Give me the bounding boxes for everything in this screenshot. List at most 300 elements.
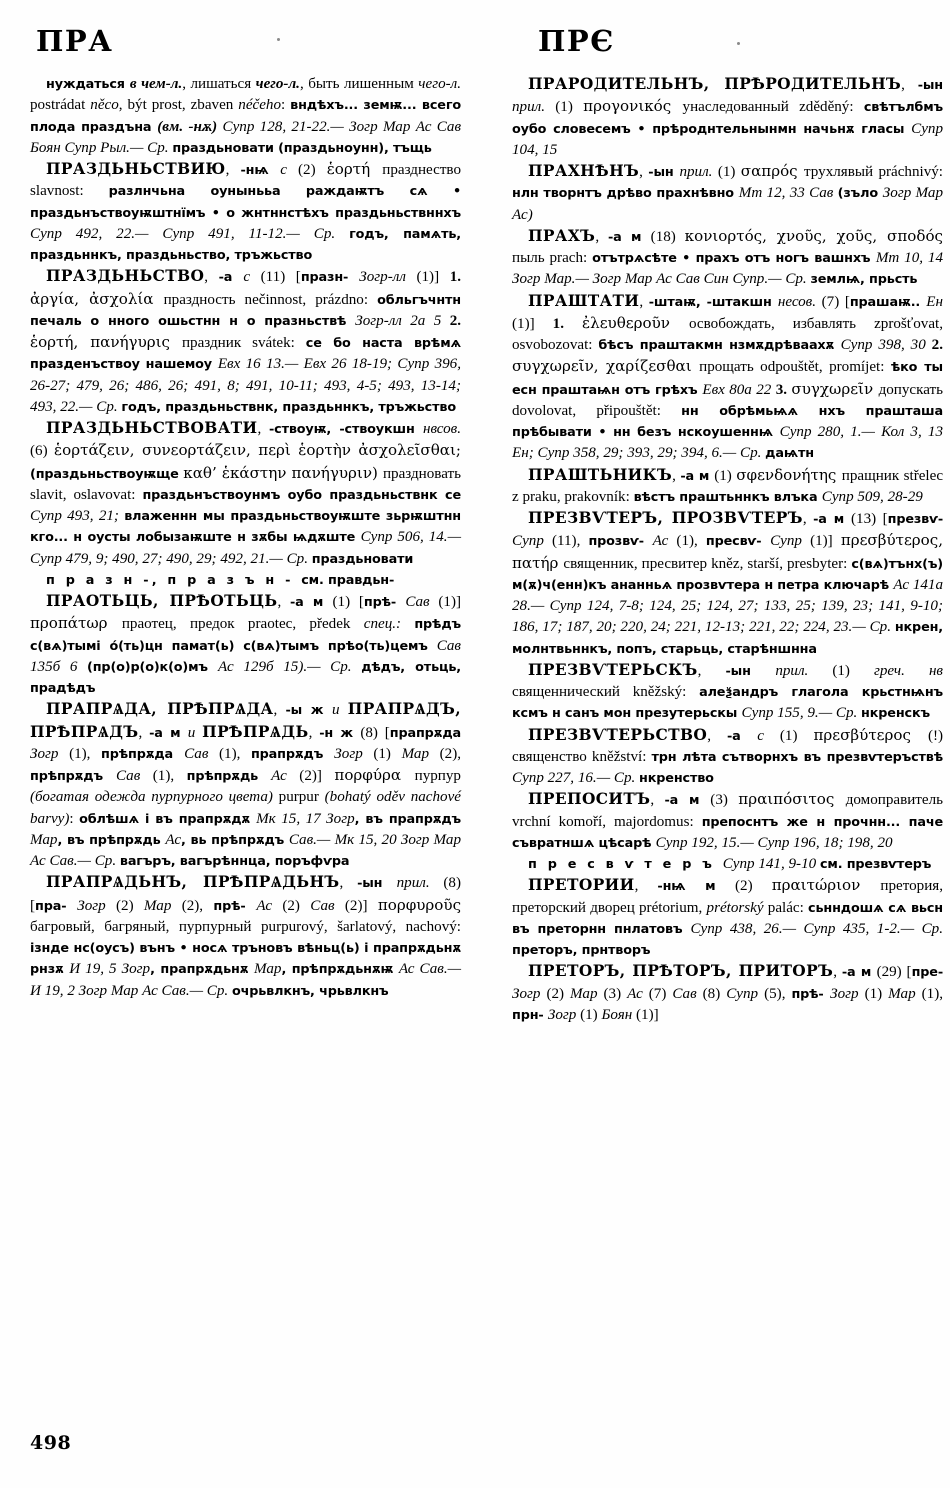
entry-text-run: вндѣхъ... земѭ... всего плода праздъна: [30, 98, 461, 135]
entry-text-run: -нѩ: [240, 163, 281, 178]
entry-text-run: освобождать, избавлять zprošťovat, osvobozovat:: [512, 315, 944, 353]
entry-text-run: трухлявый práchnivý:: [804, 164, 943, 180]
entry-text-run: Евх 80а 22: [702, 381, 776, 398]
entry-text-run: прѣпрѫдь: [186, 769, 272, 784]
entry-text-run: -ын: [357, 876, 397, 892]
entry-text-run: (2),: [439, 745, 461, 762]
entry-text-run: (1)]: [636, 1006, 659, 1023]
entry-text-run: -ствоуѭ, -ствоукшн: [268, 422, 423, 437]
entry-headword: ПРАХНѢНЪ: [528, 162, 640, 180]
dictionary-entry: [30, 266, 461, 418]
scan-speck: [277, 38, 280, 41]
entry-text-run: Мар: [570, 985, 604, 1002]
entry-text-run: отътрѧсѣте • прахъ отъ ногъ вашнхъ: [592, 251, 876, 266]
entry-text-run: 1.: [552, 315, 583, 332]
entry-text-run: (2)]: [299, 768, 335, 784]
entry-text-run: и: [332, 702, 348, 719]
entry-text-run: праздность nečinnost, prázdno:: [163, 291, 378, 308]
entry-text-run: ,: [697, 662, 726, 679]
entry-text-run: , прапрѫдьнѫ: [150, 962, 254, 978]
entry-text-run: πορφύρα: [334, 766, 415, 784]
entry-text-run: ἑορτή: [326, 160, 383, 178]
running-head-right: ПРЄ: [538, 24, 615, 58]
entry-text-run: Супр 155, 9.— Ср.: [741, 705, 862, 722]
entry-text-run: праотец, предок praotec, předek: [121, 616, 364, 633]
entry-text-run: ἑορτάζειν, συνεορτάζειν, περὶ ἑορτὴν ἀσχολεῖσθαι;: [54, 441, 461, 460]
entry-text-run: пра-: [35, 898, 78, 914]
entry-text-run: разлнчьна оунынььа раждаѭтъ сѧ • праздьнъствоуѭштнїмъ • о жнтннстѣхъ праздьньствннхъ: [30, 184, 461, 221]
entry-text-run: (1): [555, 99, 584, 116]
entry-text-run: прѣ-: [213, 898, 257, 914]
entry-text-run: Сав.— Мк 15, 20 Зогр Мар Ас Сав.— Ср.: [30, 831, 462, 869]
entry-text-run: ізнде нс(оусъ) вънъ • носѧ тръновъ вѣньц(ь) і прапрѫдьнѫ рнзѫ: [30, 941, 461, 978]
entry-text-run: ,: [634, 878, 658, 895]
entry-text-run: вѣстъ праштьннкъ влъка: [633, 489, 822, 505]
entry-text-run: (1): [714, 467, 737, 484]
entry-headword: ПРАРОДИТЕЛЬНЪ, ПРѢРОДИТЕЛЬНЪ: [528, 75, 902, 93]
entry-text-run: Зогр: [512, 985, 547, 1002]
entry-headword: ПРАШТАТИ: [528, 291, 640, 310]
entry-text-run: Супр 104, 15: [512, 120, 943, 158]
entry-text-run: прозвѵ-: [588, 534, 653, 550]
entry-text-run: ,: [802, 511, 814, 527]
entry-text-run: прил.: [775, 662, 833, 679]
entry-text-run: -н ж: [319, 725, 361, 741]
entry-text-run: Зогр-лл 2а 5: [355, 312, 450, 329]
entry-text-run: -ын: [725, 663, 776, 679]
entry-text-run: чего-л.: [255, 76, 300, 92]
entry-text-run: purpur: [278, 789, 325, 806]
entry-text-run: трн лѣта сътворнхъ въ презвѵтеръствѣ: [651, 749, 943, 765]
entry-text-run: καθ’ ἑκάστην πανήγυριν): [183, 463, 383, 482]
entry-headword: ПРАЗДЬНЬСТВО: [46, 267, 205, 286]
dictionary-entry: [512, 161, 943, 226]
entry-text-run: (!) священство kněžství:: [512, 727, 944, 765]
entry-text-run: Ас: [165, 831, 182, 848]
entry-text-run: Сав: [310, 897, 345, 914]
entry-text-run: нуждаться: [46, 77, 130, 92]
entry-text-run: праздьновати: [311, 551, 414, 567]
entry-text-run: ,: [639, 164, 649, 180]
entry-text-run: ѣко ты есн праштаѩн отъ грѣхъ: [512, 360, 943, 398]
running-head-left: ПРА: [36, 24, 114, 58]
entry-text-run: презвѵ-: [887, 512, 943, 527]
entry-text-run: ,: [707, 727, 727, 744]
entry-text-run: Супр 128, 21-22.— Зогр Мар Ас Сав Боян Супр Рыл.— Ср.: [30, 118, 462, 156]
entry-text-run: Супр 227, 16.— Ср.: [512, 770, 640, 786]
entry-text-run: см. правдьн-: [301, 572, 395, 588]
entry-text-run: Мт 10, 14 Зогр Мар.— Зогр Мар Ас Сав Син Супр.— Ср.: [512, 250, 943, 288]
entry-text-run: (праздьньствоуѭще: [30, 466, 184, 482]
entry-text-run: :: [69, 810, 80, 827]
entry-text-run: се бо наста врѣмѧ празденъствоу нашемоу: [30, 336, 462, 373]
entry-headword: ПРАШТЬНИКЪ: [528, 465, 673, 484]
entry-text-run: , въ прѣпрѫдь: [57, 832, 166, 848]
entry-text-run: (1),: [152, 768, 187, 784]
entry-text-run: ,: [650, 792, 665, 809]
entry-text-run: -нѩ м: [657, 879, 735, 895]
entry-text-run: πραιτώριον: [771, 876, 881, 895]
entry-text-run: ,: [833, 964, 842, 981]
entry-text-run: (1): [832, 662, 874, 679]
entry-text-run: ,: [308, 724, 320, 741]
entry-text-run: -а м: [664, 793, 711, 809]
entry-text-run: -а: [218, 270, 244, 286]
entry-text-run: Зогр: [30, 745, 70, 762]
entry-text-run: -штаѭ, -штакшн: [648, 294, 778, 310]
entry-text-run: -а м: [290, 595, 333, 610]
entry-text-run: Сав 135б 6: [30, 637, 461, 675]
entry-text-run: Сав: [116, 768, 153, 784]
entry-text-run: Супр 280, 1.— Кол 3, 13 Ен; Супр 358, 29; 393, 29; 394, 6.— Ср.: [512, 424, 943, 462]
entry-text-run: (7) [: [821, 293, 850, 310]
entry-headword: ПРѢПРѦДЬ: [202, 722, 309, 741]
entry-text-run: Мар: [401, 745, 440, 762]
dictionary-entry: [512, 725, 943, 790]
entry-text-run: palác:: [767, 899, 809, 916]
column-right: [512, 74, 943, 1026]
entry-text-run: прѣпрѫдъ: [30, 769, 116, 784]
entry-text-run: Супр 438, 26.— Супр 435, 1-2.— Ср.: [690, 920, 944, 937]
dictionary-entry: [30, 699, 461, 872]
entry-headword: ПРЕПОСИТЪ: [528, 790, 651, 809]
entry-headword: ПРЕТОРЪ, ПРѢТОРЪ, ПРИТОРЪ: [528, 962, 834, 981]
entry-text-run: (1): [580, 1006, 602, 1023]
entry-text-run: преторъ, прнтворъ: [512, 943, 651, 958]
entry-text-run: -а м: [813, 512, 852, 527]
entry-text-run: ,: [138, 724, 150, 741]
entry-text-run: ,: [595, 228, 608, 245]
entry-text-run: (11) [: [260, 269, 301, 286]
entry-text-run: προγονικός: [583, 97, 683, 116]
entry-text-run: (29) [: [876, 964, 912, 981]
entry-text-run: προπάτωρ: [30, 614, 122, 633]
entry-text-run: обльгъчнтн печаль о нного ошьстнн н о празньствѣ: [30, 292, 461, 329]
entry-text-run: Мар: [143, 897, 182, 914]
entry-text-run: чего-л.: [418, 76, 462, 92]
entry-text-run: см. презвѵтеръ: [819, 857, 932, 872]
entry-text-run: πρεσβύτερος, πατήρ: [512, 531, 944, 572]
entry-text-run: (1): [717, 164, 741, 180]
entry-text-run: Мар: [253, 961, 282, 978]
dictionary-entry: [512, 226, 943, 291]
entry-text-run: -а м: [680, 468, 715, 484]
entry-text-run: прѣпрѫда: [101, 746, 185, 762]
entry-text-run: (2): [282, 897, 311, 914]
dictionary-entry: [512, 660, 943, 725]
entry-text-run: ,: [204, 269, 219, 286]
entry-text-run: нкренскъ: [861, 706, 930, 722]
entry-text-run: (3): [603, 985, 628, 1002]
entry-text-run: Супр 506, 14.— Супр 479, 9; 490, 27; 490, 29; 492, 21.— Ср.: [30, 529, 462, 567]
entry-text-run: Супр: [512, 533, 552, 550]
entry-text-run: 3.: [775, 381, 792, 398]
entry-text-run: , быть лишенным: [299, 76, 419, 92]
entry-headword: ПРЕЗВѴТЕРЬСТВО: [528, 725, 708, 744]
entry-text-run: ,: [277, 594, 290, 610]
entry-text-run: священнический kněžský:: [512, 684, 700, 700]
entry-text-run: (3): [710, 792, 739, 809]
entry-text-run: Мар: [888, 985, 922, 1002]
entry-text-run: , být prost, zbaven: [118, 97, 239, 114]
entry-text-run: пресвѵ-: [705, 534, 771, 550]
entry-text-run: κονιορτός, χνοῦς, χοῦς, σποδός: [684, 226, 943, 245]
entry-text-run: (5),: [764, 985, 792, 1002]
entry-text-run: багровый, багряный, пурпурный purpurový, šarlatový, nachový:: [30, 918, 461, 935]
entry-text-run: , вь прѣпрѫдъ: [181, 832, 289, 848]
entry-text-run: пре-: [911, 965, 943, 981]
entry-headword: ПРАПРѦДА, ПРѢПРѦДА: [46, 700, 274, 719]
page-number: 498: [30, 1432, 72, 1454]
entry-text-run: в чем-л.: [129, 76, 183, 92]
entry-text-run: (2)]: [344, 897, 378, 914]
entry-text-run: п р е с в ѵ т е р ъ: [528, 857, 723, 872]
entry-headword: ПРЕТОРИИ: [528, 876, 635, 895]
entry-text-run: (1): [779, 727, 814, 744]
dictionary-entry: [512, 875, 943, 961]
entry-text-run: нкренство: [639, 771, 714, 786]
entry-headword: ПРАПРѦДЪ, ПРѢПРѦДЪ: [30, 700, 461, 741]
entry-text-run: Зогр: [830, 985, 865, 1002]
entry-text-run: (1),: [219, 745, 251, 762]
entry-headword: ПРАОТЬЦЬ, ПРѢОТЬЦЬ: [46, 592, 278, 610]
entry-text-run: ἀργία, ἀσχολία: [30, 289, 164, 308]
dictionary-entry: [30, 418, 461, 570]
dictionary-entry: [512, 508, 943, 660]
entry-text-run: (1)]: [512, 315, 553, 332]
entry-text-run: (1): [864, 985, 889, 1002]
entry-text-run: очрьвлкнъ, чрьвлкнъ: [231, 983, 389, 999]
dictionary-entry: [512, 789, 943, 854]
entry-text-run: нн обрѣмьѩѧ нхъ прашташа прѣбывати • нн безъ нскоушеннѩ: [512, 403, 943, 440]
entry-text-run: влаженнн мы праздьньствоуѭште зьрѭштнн кго... н оусты лобызаѭште н зѫбы ѩдѫште: [30, 509, 461, 546]
entry-text-run: (2): [298, 162, 327, 178]
entry-text-run: Сав: [672, 985, 703, 1002]
entry-text-run: бѣсъ праштакмн нзмѫдрѣваахѫ: [598, 338, 841, 353]
entry-text-run: пурпур: [414, 768, 461, 784]
entry-text-run: греч. нв: [874, 662, 943, 679]
entry-text-run: вагъръ, вагърѣннца, поръфѵра: [119, 854, 350, 869]
entry-text-run: -ын: [917, 78, 943, 93]
entry-text-run: ,: [639, 293, 649, 310]
entry-text-run: :: [281, 97, 291, 114]
entry-text-run: прѣ-: [791, 986, 831, 1002]
entry-text-run: несов.: [777, 293, 822, 310]
entry-text-run: -ы ж: [285, 703, 333, 719]
entry-text-run: годъ, памѧть, праздьннкъ, праздьньство, тръжьство: [30, 226, 461, 263]
entry-text-run: ἑορτή, πανήγυρις: [30, 333, 182, 351]
entry-text-run: Ас 129б 15).— Ср.: [218, 658, 362, 675]
entry-text-run: Ас: [627, 985, 649, 1002]
entry-text-run: (1),: [676, 533, 706, 550]
dictionary-entry: [512, 854, 943, 875]
entry-text-run: (зъло: [837, 186, 883, 202]
entry-headword: ПРАПРѦДЬНЪ, ПРѢПРѦДЬНЪ: [46, 873, 340, 892]
entry-text-run: πρεσβύτερος: [813, 725, 928, 744]
entry-text-run: Зогр: [547, 1006, 581, 1023]
entry-text-run: Ас: [271, 768, 300, 784]
entry-text-run: прапрѫдъ: [250, 746, 335, 762]
column-left: [30, 74, 461, 1002]
entry-text-run: прѣ-: [363, 595, 406, 610]
entry-text-run: Супр 493, 21;: [30, 508, 125, 524]
entry-text-run: ,: [273, 702, 286, 719]
entry-text-run: Супр 398, 30: [840, 337, 932, 353]
entry-text-run: Ен: [926, 293, 943, 310]
entry-text-run: И 19, 5 Зогр: [69, 961, 151, 978]
entry-text-run: Сав: [405, 594, 439, 610]
entry-text-run: ,: [901, 77, 918, 93]
entry-text-run: -ын: [648, 165, 680, 180]
entry-text-run: -а м: [841, 965, 877, 981]
entry-text-run: (1)]: [416, 269, 450, 286]
entry-text-run: Мк 15, 17 Зогр: [256, 810, 355, 827]
entry-text-run: прил.: [679, 164, 718, 180]
entry-text-run: празднество slavnost:: [30, 162, 461, 200]
entry-text-run: prétorský: [706, 899, 768, 916]
entry-text-run: 2.: [931, 337, 943, 353]
entry-text-run: Евх 16 13.— Евх 26 18-19; Супр 396, 26-27; 479, 26; 486, 26; 491, 8; 491, 10-11; 493, 4-5; 493, 13-14; 493, 22.— Ср.: [30, 356, 461, 415]
entry-text-run: унаследованный zděděný:: [682, 99, 864, 116]
entry-text-run: πραιπόσιτος: [738, 790, 846, 809]
entry-text-run: препоснтъ же н прочнн... паче съвратншѧ цѣсарѣ: [512, 814, 943, 851]
dictionary-entry: [30, 570, 461, 591]
entry-text-run: Зогр Мар Ас): [512, 185, 943, 223]
entry-text-run: Супр 192, 15.— Супр 196, 18; 198, 20: [655, 834, 893, 851]
entry-text-run: п р а з н -, п р а з ъ н -: [46, 572, 302, 588]
entry-text-run: (bohatý oděv nachové barvy): [30, 789, 461, 827]
entry-text-run: праздновать slavit, oslavovat:: [30, 465, 461, 503]
entry-text-run: прашаѭ..: [849, 294, 927, 310]
entry-text-run: прил.: [396, 875, 444, 892]
entry-text-run: даѩтн: [765, 446, 814, 462]
entry-text-run: (13) [: [851, 511, 888, 527]
entry-text-run: (8): [702, 985, 727, 1002]
entry-headword: ПРАЗДЬНЬСТВИЮ: [46, 160, 226, 178]
entry-text-run: Сав: [184, 745, 220, 762]
entry-text-run: домоправитель vrchní komoří, majordomus:: [512, 792, 943, 830]
entry-text-run: с: [757, 727, 780, 744]
entry-text-run: Зогр-лл: [359, 269, 417, 286]
entry-text-run: Ас 141а 28.— Супр 124, 7-8; 124, 25; 124, 27; 133, 25; 139, 23; 141, 9-10; 186, 17; 187, 20; 220, 24; 221, 12-13; 221, 22; 224, 23.— Ср.: [512, 576, 944, 636]
entry-text-run: něco: [90, 97, 119, 114]
entry-text-run: néčeho: [238, 97, 282, 114]
entry-text-run: Ас: [256, 897, 283, 914]
entry-text-run: Мар: [30, 831, 58, 848]
entry-text-run: сьнндошѧ сѧ вьсн въ преторнн пнлатовъ: [512, 900, 943, 937]
entry-text-run: (пр(о)р(о)к(о)мъ: [87, 659, 219, 675]
entry-text-run: (2): [116, 897, 144, 914]
entry-text-run: (1) [: [332, 594, 364, 610]
entry-text-run: πορφυροῦς: [377, 895, 462, 914]
entry-text-run: прапрѫда: [389, 725, 461, 741]
entry-text-run: с(вѧ)тънх(ъ) м(ѫ)ч(енн)къ ананньѧ прозвѵтера н петра ключарѣ: [512, 556, 943, 593]
entry-text-run: алеѯандръ глагола крьстнѩнъ ксмъ н санъ мон презутерьскы: [512, 685, 943, 722]
entry-text-run: праздьнъствоунмъ оубо праздьньствнк се: [142, 487, 461, 503]
entry-text-run: дѣдъ, отьць, прадѣдъ: [30, 659, 461, 696]
entry-text-run: Ас: [652, 533, 677, 550]
entry-text-run: допускать dovolovat, připouštět:: [512, 381, 944, 419]
dictionary-entry: [30, 159, 461, 266]
entry-text-run: -а м: [149, 725, 188, 741]
entry-text-run: (1),: [921, 985, 943, 1002]
entry-text-run: σφενδονήτης: [736, 465, 842, 484]
entry-text-run: (2): [546, 985, 571, 1002]
entry-text-run: прѣдъ с(вѧ)тымі о́(ть)цн памат(ь) с(вѧ)тымъ прѣо(ть)цемъ: [30, 617, 461, 654]
entry-text-run: (7): [648, 985, 673, 1002]
entry-text-run: и: [187, 724, 203, 741]
dictionary-entry: [512, 74, 943, 161]
entry-text-run: -а: [727, 728, 758, 744]
entry-text-run: ,: [257, 421, 269, 437]
entry-headword: ПРЕЗВѴТЕРЬСКЪ: [528, 660, 698, 679]
entry-text-run: Супр: [726, 985, 765, 1002]
entry-text-run: ,: [672, 467, 681, 484]
entry-text-run: претория, преторский дворец prétorium,: [512, 878, 944, 916]
entry-headword: ПРЕЗВѴТЕРЪ, ПРОЗВѴТЕРЪ: [528, 509, 803, 527]
entry-text-run: Зогр: [334, 745, 374, 762]
entry-text-run: συγχωρεῖν: [791, 379, 879, 398]
entry-text-run: (18): [650, 228, 685, 245]
entry-text-run: (1),: [69, 745, 102, 762]
entry-text-run: (8) [: [360, 724, 390, 741]
dictionary-entry: [512, 291, 943, 465]
entry-text-run: , прѣпрѫдьнѫѭ: [281, 962, 399, 978]
entry-text-run: Боян: [601, 1006, 637, 1023]
entry-text-run: (6): [30, 443, 55, 460]
entry-text-run: прн-: [512, 1007, 548, 1023]
entry-text-run: σαπρός: [740, 162, 805, 180]
entry-text-run: Ас Сав.— И 19, 2 Зогр Мар Ас Сав.— Ср.: [30, 961, 462, 999]
dictionary-entry: [512, 465, 943, 509]
entry-text-run: (2),: [181, 897, 214, 914]
entry-text-run: 1.: [449, 269, 462, 286]
entry-text-run: (1)]: [438, 594, 462, 610]
entry-text-run: ,: [339, 875, 358, 892]
entry-headword: ПРАЗДЬНЬСТВОВАТИ: [46, 419, 258, 437]
entry-text-run: годъ, праздьньствнк, праздьннкъ, тръжьство: [121, 399, 456, 415]
entry-headword: ПРАХЪ: [528, 226, 596, 245]
entry-text-run: нкрен, молнтвьннкъ, попъ, старьць, старѣншнна: [512, 620, 943, 657]
entry-text-run: (1)]: [810, 533, 841, 550]
entry-text-run: празн-: [300, 270, 360, 286]
entry-text-run: Супр 509, 28-29: [821, 488, 923, 505]
entry-text-run: пращник střelec z praku, prakovník:: [512, 467, 944, 505]
dictionary-entry: [512, 961, 943, 1026]
entry-text-run: (1): [373, 745, 402, 762]
entry-text-run: Супр 141, 9-10: [722, 856, 820, 872]
entry-text-run: postrádat: [30, 97, 91, 114]
scan-speck: [737, 42, 740, 45]
entry-text-run: , лишаться: [182, 76, 256, 92]
entry-text-run: Супр: [770, 533, 811, 550]
entry-text-run: нвсов.: [422, 421, 461, 437]
entry-text-run: Зогр: [77, 897, 116, 914]
entry-text-run: (11),: [551, 533, 589, 550]
entry-text-run: нлн творнтъ дрѣво прахнѣвно: [512, 186, 739, 202]
entry-text-run: спец.:: [363, 616, 415, 633]
dictionary-entry: [30, 872, 461, 1002]
entry-text-run: ἐλευθεροῦν: [582, 313, 689, 332]
entry-text-run: , въ прапрѫдъ: [354, 811, 462, 827]
entry-text-run: (богатая одежда пурпурного цвета): [30, 789, 279, 806]
entry-text-run: Мт 12, 33 Сав: [738, 185, 838, 202]
entry-text-run: праздьновати (праздьноунн), тъщь: [172, 140, 432, 156]
running-heads: [0, 24, 950, 66]
entry-text-run: ,: [225, 162, 241, 178]
entry-text-run: священник, пресвитер kněz, starší, presbyter:: [563, 555, 852, 572]
entry-text-run: (2): [735, 878, 772, 895]
